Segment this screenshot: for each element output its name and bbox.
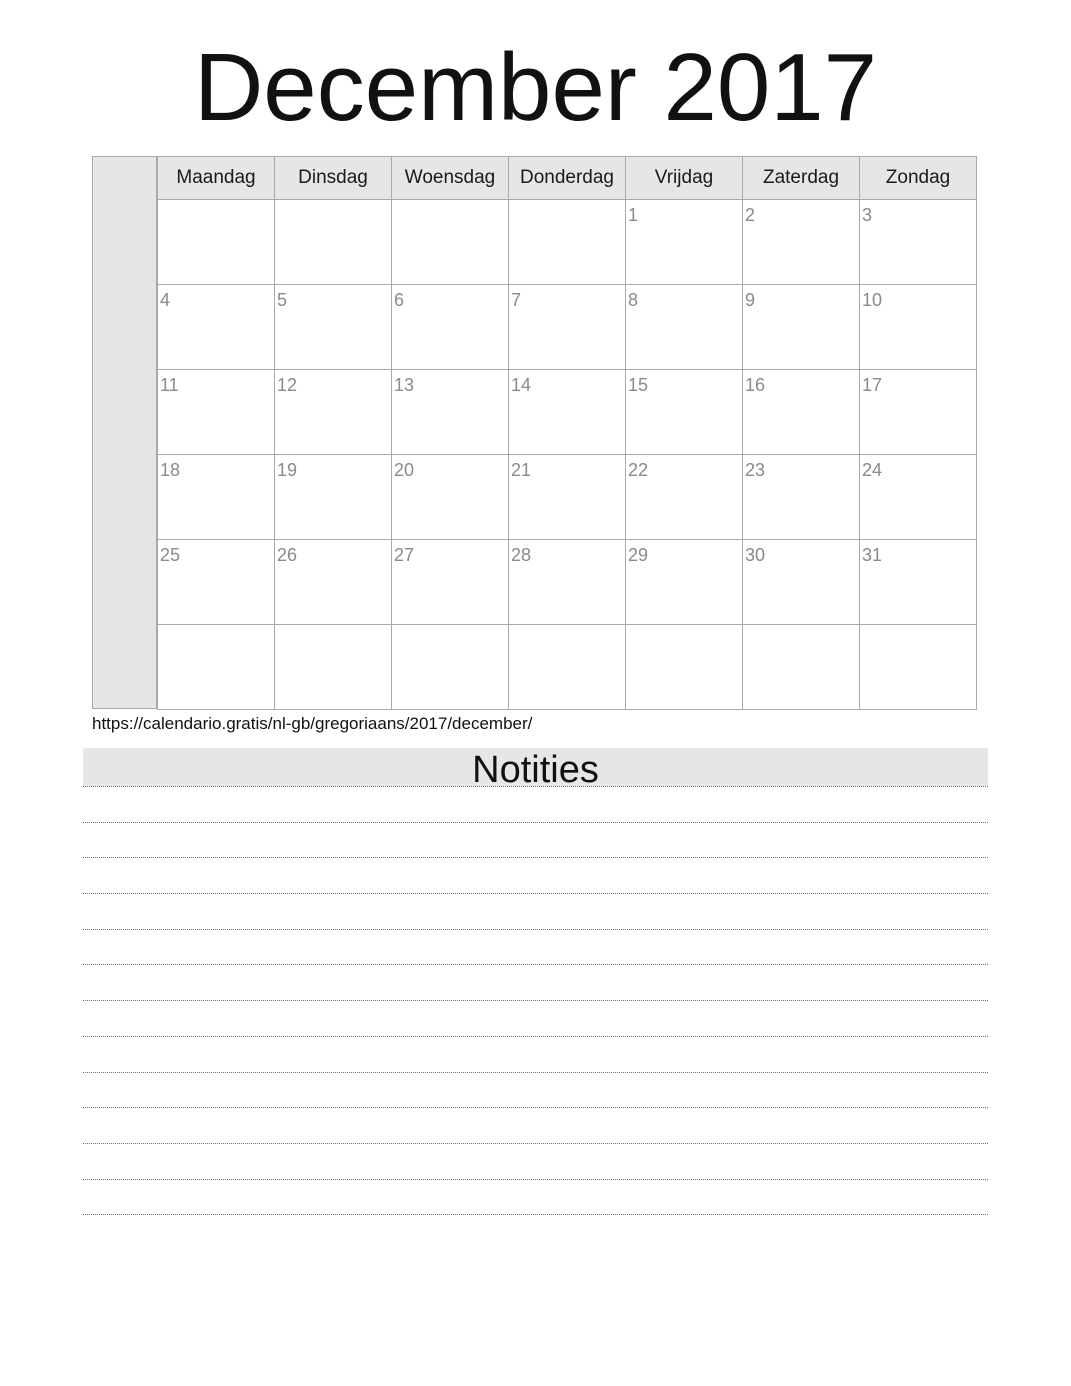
day-number: 12 [277, 375, 298, 395]
day-number: 6 [394, 290, 405, 310]
notes-ruled-lines [83, 786, 988, 1251]
day-number: 15 [628, 375, 649, 395]
day-cell [392, 285, 509, 370]
day-number: 20 [394, 460, 415, 480]
day-cell [509, 200, 626, 285]
day-cell [392, 200, 509, 285]
day-number: 7 [511, 290, 522, 310]
day-number: 18 [160, 460, 181, 480]
day-number [275, 625, 391, 630]
day-number [509, 200, 625, 205]
day-cell [743, 625, 860, 710]
day-cell [392, 625, 509, 710]
day-cell [860, 200, 977, 285]
day-cell [158, 455, 275, 540]
day-cell [626, 540, 743, 625]
day-number: 16 [745, 375, 766, 395]
day-number [392, 200, 508, 205]
day-number: 28 [511, 545, 532, 565]
calendar-grid [157, 156, 977, 710]
day-number: 22 [628, 460, 649, 480]
day-number: 17 [862, 375, 883, 395]
day-cell [392, 540, 509, 625]
day-cell [509, 285, 626, 370]
day-cell [392, 455, 509, 540]
day-cell [743, 455, 860, 540]
notes-line [83, 964, 988, 1000]
week-row [158, 285, 977, 370]
weekday-header: Zondag [860, 157, 977, 200]
day-number: 24 [862, 460, 883, 480]
day-number: 10 [862, 290, 883, 310]
day-cell [626, 200, 743, 285]
day-number: 9 [745, 290, 756, 310]
day-cell [275, 200, 392, 285]
day-number [743, 625, 859, 630]
weekday-header: Maandag [158, 157, 275, 200]
notes-line [83, 1107, 988, 1143]
week-row [158, 625, 977, 710]
day-cell [509, 540, 626, 625]
day-cell [860, 540, 977, 625]
day-number: 3 [862, 205, 873, 225]
weekday-header: Woensdag [392, 157, 509, 200]
day-cell [743, 285, 860, 370]
day-number [158, 200, 274, 205]
day-cell [626, 370, 743, 455]
day-cell [275, 455, 392, 540]
day-number: 11 [160, 375, 179, 395]
notes-line [83, 1214, 988, 1215]
week-number-column [92, 156, 157, 709]
day-number: 27 [394, 545, 415, 565]
day-cell [860, 625, 977, 710]
notes-line [83, 822, 988, 858]
calendar-title: December 2017 [193, 34, 878, 141]
day-cell [626, 285, 743, 370]
notes-line [83, 1000, 988, 1036]
day-cell [275, 540, 392, 625]
day-cell [275, 285, 392, 370]
day-cell [158, 370, 275, 455]
day-cell [509, 625, 626, 710]
notes-line [83, 1143, 988, 1179]
day-cell [509, 370, 626, 455]
day-cell [158, 285, 275, 370]
day-cell [158, 200, 275, 285]
day-cell [392, 370, 509, 455]
day-cell [509, 455, 626, 540]
notes-line [83, 786, 988, 822]
day-cell [275, 625, 392, 710]
week-row [158, 455, 977, 540]
day-number [860, 625, 976, 630]
notes-line [83, 893, 988, 929]
day-cell [158, 540, 275, 625]
day-number: 31 [862, 545, 883, 565]
day-cell [860, 370, 977, 455]
day-number: 29 [628, 545, 649, 565]
day-cell [860, 285, 977, 370]
day-number: 4 [160, 290, 171, 310]
day-number: 26 [277, 545, 298, 565]
day-cell [626, 455, 743, 540]
day-cell [743, 370, 860, 455]
day-number [626, 625, 742, 630]
weekday-header: Donderdag [509, 157, 626, 200]
day-cell [626, 625, 743, 710]
day-number [275, 200, 391, 205]
notes-line [83, 929, 988, 965]
day-number [158, 625, 274, 630]
notes-heading: Notities [83, 748, 988, 786]
day-cell [158, 625, 275, 710]
notes-line [83, 1072, 988, 1108]
day-cell [275, 370, 392, 455]
week-row [158, 200, 977, 285]
day-number: 5 [277, 290, 288, 310]
day-number: 25 [160, 545, 181, 565]
day-number: 23 [745, 460, 766, 480]
day-cell [743, 200, 860, 285]
day-cell [860, 455, 977, 540]
day-number: 19 [277, 460, 298, 480]
day-number: 1 [628, 205, 639, 225]
day-number: 21 [511, 460, 532, 480]
source-url: https://calendario.gratis/nl-gb/gregoriaans/2017/december/ [92, 714, 533, 733]
weekday-header: Dinsdag [275, 157, 392, 200]
day-number [392, 625, 508, 630]
weekday-header: Vrijdag [626, 157, 743, 200]
notes-line [83, 1036, 988, 1072]
notes-line [83, 1179, 988, 1215]
week-row [158, 540, 977, 625]
day-number [509, 625, 625, 630]
day-number: 2 [745, 205, 756, 225]
day-number: 30 [745, 545, 766, 565]
month-calendar [92, 156, 977, 710]
weekday-header-row [158, 157, 977, 200]
day-cell [743, 540, 860, 625]
notes-line [83, 857, 988, 893]
day-number: 8 [628, 290, 639, 310]
day-number: 13 [394, 375, 415, 395]
day-number: 14 [511, 375, 532, 395]
week-row [158, 370, 977, 455]
weekday-header: Zaterdag [743, 157, 860, 200]
